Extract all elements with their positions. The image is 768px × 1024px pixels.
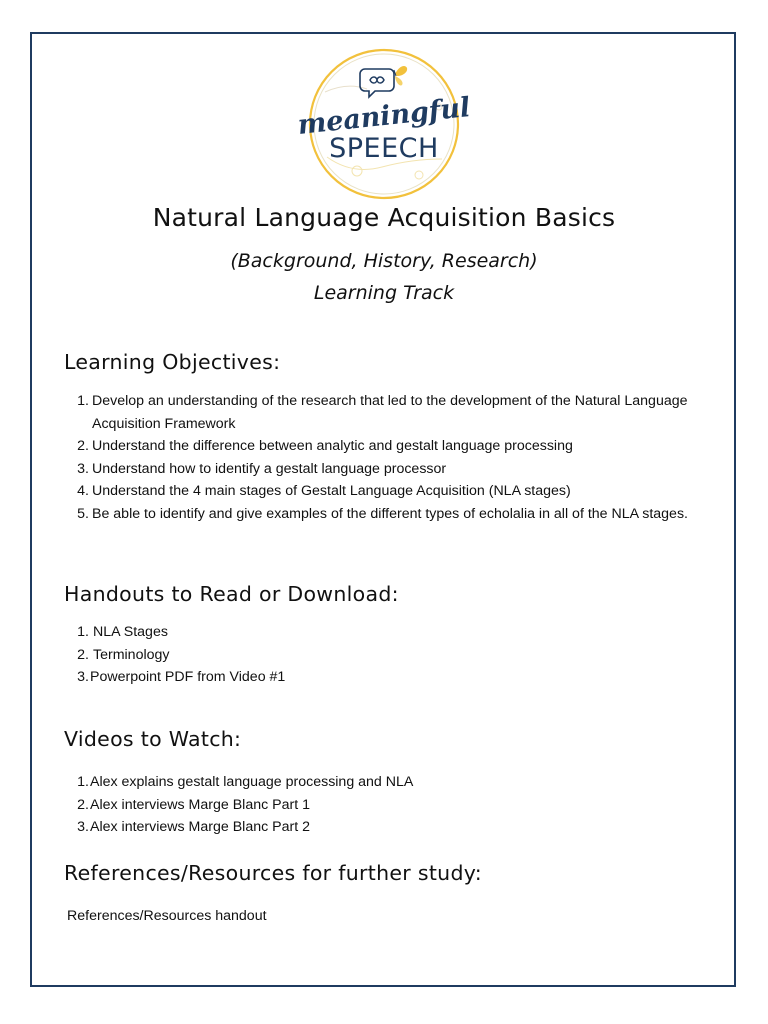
references-heading: References/Resources for further study:	[64, 861, 482, 885]
list-item: 2. Understand the difference between analytic and gestalt language processing	[77, 438, 573, 454]
list-item[interactable]: 3. Alex interviews Marge Blanc Part 2	[77, 819, 310, 835]
page-title: Natural Language Acquisition Basics	[152, 203, 616, 232]
list-item: 4. Understand the 4 main stages of Gestalt Language Acquisition (NLA stages)	[77, 483, 571, 499]
handouts-list	[72, 621, 732, 689]
videos-heading: Videos to Watch:	[64, 727, 242, 751]
list-item[interactable]: 2. Alex interviews Marge Blanc Part 1	[77, 796, 310, 813]
meaningful-speech-logo	[296, 47, 472, 201]
videos-list	[72, 771, 732, 839]
objectives-heading: Learning Objectives:	[64, 350, 281, 374]
handouts-heading: Handouts to Read or Download:	[64, 582, 399, 606]
list-item[interactable]: 1. NLA Stages	[77, 624, 168, 640]
list-item[interactable]: 2. Terminology	[77, 646, 170, 663]
list-item[interactable]: 3. Powerpoint PDF from Video #1	[77, 669, 286, 685]
page-subtitle: (Background, History, Research)	[230, 250, 538, 272]
list-item: 5. Be able to identify and give examples of the different types of echolalia in all of the NLA stages.	[77, 505, 688, 522]
track-label: Learning Track	[313, 282, 455, 304]
list-item[interactable]: 1. Alex explains gestalt language processing and NLA	[77, 774, 414, 790]
logo-wordmark-bottom: SPEECH	[329, 133, 439, 164]
list-item: 1. Develop an understanding of the research that led to the development of the Natural Language Acquisition Framework	[77, 393, 688, 432]
list-item: 3. Understand how to identify a gestalt language processor	[77, 460, 447, 477]
references-handout-link[interactable]: References/Resources handout	[67, 908, 267, 924]
logo-wordmark-top: meaningful	[296, 92, 472, 141]
objectives-list	[72, 390, 732, 525]
